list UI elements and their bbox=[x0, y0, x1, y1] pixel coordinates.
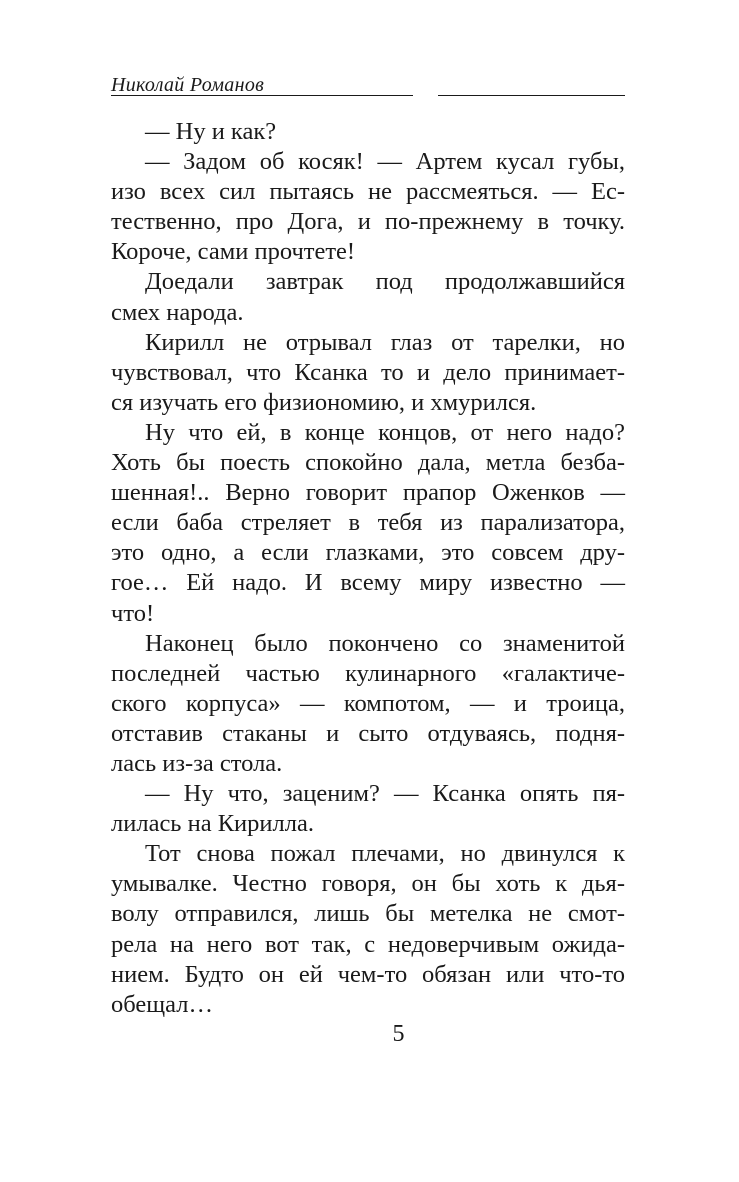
text-line: гое… Ей надо. И всему миру известно — bbox=[111, 569, 625, 597]
text-line: Хоть бы поесть спокойно дала, метла безба- bbox=[111, 449, 625, 477]
text-line: тественно, про Дога, и по-прежнему в точку. bbox=[111, 208, 625, 236]
text-line: рела на него вот так, с недоверчивым ожида- bbox=[111, 930, 625, 958]
text-line: Ну что ей, в конце концов, от него надо? bbox=[145, 418, 625, 446]
running-head-author: Николай Романов bbox=[111, 74, 265, 96]
text-line: лась из-за стола. bbox=[111, 749, 283, 777]
text-line: нием. Будто он ей чем-то обязан или что-то bbox=[111, 960, 625, 988]
text-line: Кирилл не отрывал глаз от тарелки, но bbox=[145, 328, 625, 356]
text-line: изо всех сил пытаясь не рассмеяться. — Ес- bbox=[111, 178, 625, 206]
running-head-rule-left bbox=[111, 95, 413, 96]
text-line: смех народа. bbox=[111, 298, 244, 326]
text-line: чувствовал, что Ксанка то и дело принимает- bbox=[111, 358, 625, 386]
text-line: последней частью кулинарного «галактиче- bbox=[111, 659, 625, 687]
text-line: ся изучать его физиономию, и хмурился. bbox=[111, 388, 537, 416]
body-text bbox=[111, 117, 625, 1020]
text-line: волу отправился, лишь бы метелка не смот- bbox=[111, 900, 625, 928]
text-line: — Задом об косяк! — Артем кусал губы, bbox=[145, 148, 625, 176]
text-line: Доедали завтрак под продолжавшийся bbox=[145, 268, 625, 296]
page-number: 5 bbox=[392, 1021, 405, 1047]
text-line: шенная!.. Верно говорит прапор Оженков — bbox=[111, 479, 625, 507]
text-line: это одно, а если глазками, это совсем дру- bbox=[111, 539, 625, 567]
text-line: если баба стреляет в тебя из парализатора, bbox=[111, 509, 625, 537]
text-line: Короче, сами прочтете! bbox=[111, 238, 356, 266]
text-line: что! bbox=[111, 599, 155, 627]
running-head-rule-right bbox=[438, 95, 625, 96]
text-line: Тот снова пожал плечами, но двинулся к bbox=[145, 840, 625, 868]
text-line: — Ну что, заценим? — Ксанка опять пя- bbox=[145, 780, 625, 808]
text-line: ского корпуса» — компотом, — и троица, bbox=[111, 689, 625, 717]
text-line: обещал… bbox=[111, 990, 213, 1018]
text-line: умывалке. Честно говоря, он бы хоть к дья- bbox=[111, 870, 625, 898]
running-head bbox=[111, 72, 625, 98]
text-line: лилась на Кирилла. bbox=[111, 810, 314, 838]
text-line: — Ну и как? bbox=[145, 118, 277, 145]
text-line: отставив стаканы и сыто отдуваясь, подня- bbox=[111, 719, 625, 747]
text-line: Наконец было покончено со знаменитой bbox=[145, 629, 625, 657]
